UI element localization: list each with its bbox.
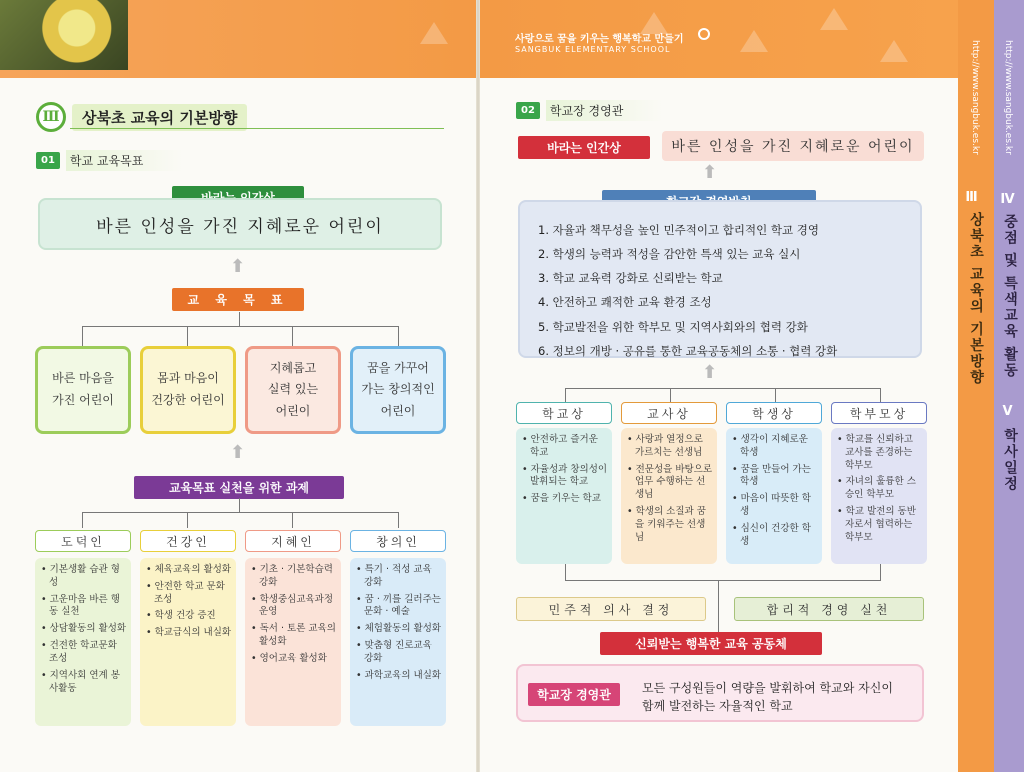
goal-card: 꿈을 가꾸어 가는 창의적인 어린이 bbox=[350, 346, 446, 434]
connector bbox=[775, 388, 776, 402]
role-list: • 생각이 지혜로운 학생 • 꿈을 만들어 가는 학생 • 마음이 따뜻한 학생 • 심신이 건강한 학생 bbox=[726, 428, 822, 564]
connector bbox=[239, 498, 240, 512]
tasks-ribbon: 교육목표 실천을 위한 과제 bbox=[134, 476, 344, 499]
title-underline bbox=[70, 128, 444, 129]
role-header: 교사상 bbox=[621, 402, 717, 424]
final-text: 모든 구성원들이 역량을 발휘하여 학교와 자신이 함께 발전하는 자율적인 학교 bbox=[642, 681, 893, 713]
connector bbox=[82, 512, 398, 513]
side-tab-section4[interactable] bbox=[994, 0, 1024, 772]
ideal-ribbon: 바라는 인간상 bbox=[518, 136, 650, 159]
page-title: 상북초 교육의 기본방향 bbox=[72, 104, 247, 131]
management-bar: 합리적 경영 실천 bbox=[734, 597, 924, 621]
role-header: 학부모상 bbox=[831, 402, 927, 424]
school-name-en: SANGBUK ELEMENTARY SCHOOL bbox=[515, 45, 671, 54]
connector bbox=[565, 580, 881, 581]
roman-numeral-4: Ⅳ bbox=[1000, 192, 1015, 209]
connector bbox=[880, 564, 881, 580]
connector bbox=[239, 312, 240, 326]
task-header: 건강인 bbox=[140, 530, 236, 552]
number-badge: 01 bbox=[36, 152, 60, 169]
decision-bar: 민주적 의사 결정 bbox=[516, 597, 706, 621]
number-badge: 02 bbox=[516, 102, 540, 119]
up-arrow-icon: ⬆ bbox=[702, 162, 718, 183]
up-arrow-icon: ⬆ bbox=[230, 442, 246, 463]
ideal-box: 바른 인성을 가진 지혜로운 어린이 bbox=[662, 131, 924, 161]
task-list: • 체육교육의 활성화 • 안전한 학교 문화 조성 • 학생 건강 증진 • 학교급식의 내실화 bbox=[140, 558, 236, 726]
task-header: 창의인 bbox=[350, 530, 446, 552]
roman-numeral-badge: Ⅲ bbox=[36, 102, 66, 132]
decor-triangle bbox=[820, 8, 848, 30]
goal-card: 몸과 마음이 건강한 어린이 bbox=[140, 346, 236, 434]
connector bbox=[82, 512, 83, 528]
url-text: http://www.sangbuk.es.kr bbox=[970, 40, 980, 155]
task-list: • 기본생활 습관 형성 • 고운마음 바른 행동 실천 • 상담활동의 활성화 • 건전한 학교문화 조성 • 지역사회 연계 봉사활동 bbox=[35, 558, 131, 726]
side-tab-section3[interactable] bbox=[958, 0, 994, 772]
role-list: • 학교를 신뢰하고 교사를 존경하는 학부모 • 자녀의 훌륭한 스승인 학부모 • 학교 발전의 동반자로서 협력하는 학부모 bbox=[831, 428, 927, 564]
connector bbox=[565, 388, 881, 389]
section3-label: 상북초 교육의 기본방향 bbox=[968, 212, 984, 386]
subsection-heading bbox=[516, 100, 663, 121]
goal-card: 바른 마음을 가진 어린이 bbox=[35, 346, 131, 434]
connector bbox=[187, 512, 188, 528]
connector bbox=[398, 326, 399, 346]
connector bbox=[718, 580, 719, 632]
task-header: 지혜인 bbox=[245, 530, 341, 552]
school-slogan: 사랑으로 꿈을 키우는 행복학교 만들기 bbox=[515, 34, 684, 45]
goal-card: 지혜롭고 실력 있는 어린이 bbox=[245, 346, 341, 434]
connector bbox=[292, 512, 293, 528]
community-ribbon: 신뢰받는 행복한 교육 공동체 bbox=[600, 632, 822, 655]
up-arrow-icon: ⬆ bbox=[702, 362, 718, 383]
connector bbox=[565, 388, 566, 402]
flower-image bbox=[0, 0, 128, 70]
task-list: • 특기 · 적성 교육 강화 • 꿈 · 끼를 길러주는 문화 · 예술 • 체험활동의 활성화 • 맞춤형 진로교육 강화 • 과학교육의 내실화 bbox=[350, 558, 446, 726]
connector bbox=[880, 388, 881, 402]
up-arrow-icon: ⬆ bbox=[230, 256, 246, 277]
book-binding bbox=[476, 0, 480, 772]
subsection-title: 학교 교육목표 bbox=[66, 150, 183, 171]
url-text: http://www.sangbuk.es.kr bbox=[1003, 40, 1013, 155]
role-header: 학생상 bbox=[726, 402, 822, 424]
connector bbox=[398, 512, 399, 528]
connector bbox=[292, 326, 293, 346]
policy-list: 1. 자율과 책무성을 높인 민주적이고 합리적인 학교 경영 2. 학생의 능력과 적성을 감안한 특색 있는 교육 실시 3. 학교 교육력 강화로 신뢰받는 학교 4. 안전하고 쾌적한 교육 환경 조성 5. 학교발전을 위한 학부모 및 지역사회와의 협력 강화 6. 정보의 개방 · 공유를 통한 교육공동체의 소통 · 협력 강화 bbox=[538, 223, 838, 358]
ideal-box: 바른 인성을 가진 지혜로운 어린이 bbox=[38, 198, 442, 250]
connector bbox=[82, 326, 398, 327]
decor-triangle bbox=[420, 22, 448, 44]
circle-icon bbox=[698, 28, 710, 40]
subsection-heading bbox=[36, 150, 183, 171]
section5-label: 학사일정 bbox=[1002, 428, 1018, 492]
section4-label: 중점 및 특색교육 활동 bbox=[1002, 214, 1018, 379]
task-header: 도덕인 bbox=[35, 530, 131, 552]
final-label: 학교장 경영관 bbox=[528, 683, 620, 706]
subsection-title: 학교장 경영관 bbox=[546, 100, 663, 121]
connector bbox=[670, 388, 671, 402]
role-header: 학교상 bbox=[516, 402, 612, 424]
connector bbox=[82, 326, 83, 346]
decor-triangle bbox=[880, 40, 908, 62]
goals-ribbon: 교 육 목 표 bbox=[172, 288, 304, 311]
roman-numeral-5: Ⅴ bbox=[1000, 404, 1015, 421]
role-list: • 안전하고 즐거운 학교 • 자율성과 창의성이 발휘되는 학교 • 꿈을 키우는 학교 bbox=[516, 428, 612, 564]
role-list: • 사랑과 열정으로 가르치는 선생님 • 전문성을 바탕으로 업무 수행하는 선생님 • 학생의 소질과 꿈을 키워주는 선생님 bbox=[621, 428, 717, 564]
connector bbox=[187, 326, 188, 346]
roman-numeral-3: Ⅲ bbox=[964, 190, 979, 207]
task-list: • 기초 · 기본학습력 강화 • 학생중심교육과정 운영 • 독서 · 토론 교육의 활성화 • 영어교육 활성화 bbox=[245, 558, 341, 726]
decor-triangle bbox=[740, 30, 768, 52]
connector bbox=[565, 564, 566, 580]
